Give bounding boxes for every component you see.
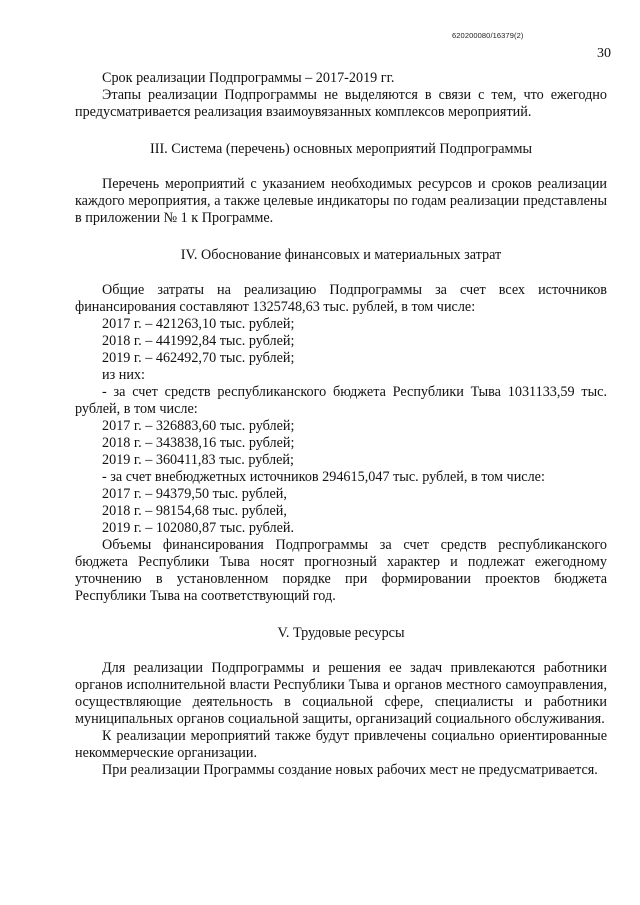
labor-paragraph-3: При реализации Программы создание новых рабочих мест не предусматривается. [102,762,598,778]
extra-year-2018: 2018 г. – 98154,68 тыс. рублей, [102,503,287,519]
extra-year-2017: 2017 г. – 94379,50 тыс. рублей, [102,486,287,502]
labor-paragraph-2: К реализации мероприятий также будут привлечены социально ориентированные некоммерческие организации. [75,728,607,761]
section-4-heading: IV. Обоснование финансовых и материальных затрат [180,247,502,263]
section-3-heading: III. Система (перечень) основных мероприятий Подпрограммы [150,141,532,157]
section-3-paragraph: Перечень мероприятий с указанием необходимых ресурсов и сроков реализации каждого мероприятия, а также целевые индикаторы по годам реализации представлены в приложении № 1 к Программе. [75,176,607,226]
republic-year-2017: 2017 г. – 326883,60 тыс. рублей; [102,418,295,434]
total-year-2017: 2017 г. – 421263,10 тыс. рублей; [102,316,295,332]
total-year-2019: 2019 г. – 462492,70 тыс. рублей; [102,350,295,366]
of-them-label: из них: [102,367,145,383]
republic-year-2018: 2018 г. – 343838,16 тыс. рублей; [102,435,295,451]
extra-budget-paragraph: - за счет внебюджетных источников 294615,047 тыс. рублей, в том числе: [102,469,545,485]
labor-paragraph-1: Для реализации Подпрограммы и решения ее задач привлекаются работники органов исполнительной власти Республики Тыва и органов местного самоуправления, осуществляющие деятельность в социальной сфере, специалисты и работники муниципальных органов социальной защиты, организаций социального обслуживания. [75,660,607,727]
implementation-period: Срок реализации Подпрограммы – 2017-2019 гг. [102,70,395,86]
funding-volumes-paragraph: Объемы финансирования Подпрограммы за счет средств республиканского бюджета Республики Тыва носят прогнозный характер и подлежат ежегодному уточнению в установленном порядке при формировании проектов бюджета Республики Тыва на соответствующий год. [75,537,607,604]
stages-paragraph: Этапы реализации Подпрограммы не выделяются в связи с тем, что ежегодно предусматривается реализация взаимоувязанных комплексов мероприятий. [75,87,607,120]
document-body [75,70,607,779]
total-costs-paragraph: Общие затраты на реализацию Подпрограммы за счет всех источников финансирования составляют 1325748,63 тыс. рублей, в том числе: [75,282,607,315]
republic-year-2019: 2019 г. – 360411,83 тыс. рублей; [102,452,294,468]
section-5-heading: V. Трудовые ресурсы [277,625,405,641]
document-code: 620200080/16379(2) [452,31,524,40]
page-number: 30 [597,46,611,61]
republic-budget-paragraph: - за счет средств республиканского бюджета Республики Тыва 1031133,59 тыс. рублей, в том числе: [75,384,607,417]
extra-year-2019: 2019 г. – 102080,87 тыс. рублей. [102,520,295,536]
total-year-2018: 2018 г. – 441992,84 тыс. рублей; [102,333,295,349]
